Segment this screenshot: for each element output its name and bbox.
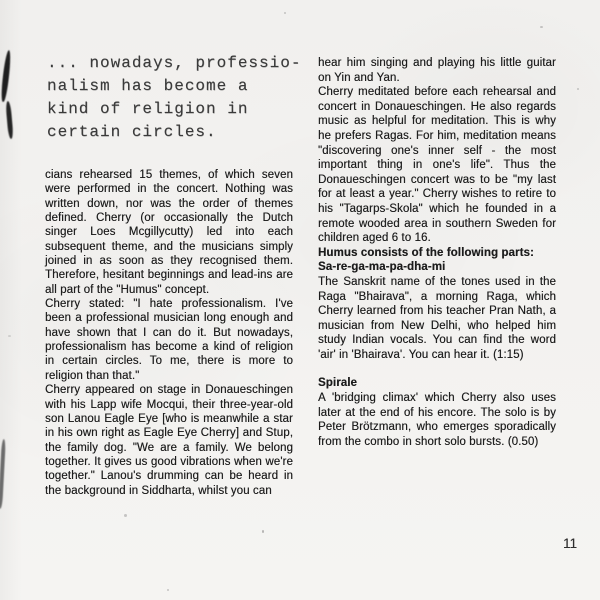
scan-speck (167, 589, 169, 591)
pull-quote-line: nalism has become a (47, 77, 249, 95)
part-title-sa-re-ga: Sa-re-ga-ma-pa-dha-mi (318, 261, 446, 274)
left-paragraph-2: Cherry stated: "I hate professionalism. I've been a professional musician long enough and have shown that I can do it. But nowadays, professionalism has become a kind of religion in certain circles. To me, there is more to religion than that." (45, 298, 293, 382)
scan-speck (8, 335, 11, 337)
pull-quote-line: certain circles. (47, 123, 217, 141)
scan-speck (577, 88, 579, 90)
part-description-sa-re-ga: The Sanskrit name of the tones used in the Raga "Bhairava", a morning Raga, which Cherry learned from his teacher Pran Nath, a musician from New Delhi, who helped him study Indian vocals. You can find the word 'air' in 'Bhairava'. You can hear it. (1:15) (318, 275, 556, 361)
left-paragraph-1: cians rehearsed 15 themes, of which seven were performed in the concert. Nothing was written down, nor was the order of themes defined. Cherry (or occasionally the Dutch singer Loes Mcgillycutty) led into each subsequent theme, and the musicians simply joined in as soon as they recognised them. Therefore, hesitant beginnings and lead-ins are all part of the "Humus" concept. (45, 169, 293, 296)
section-heading: Humus consists of the following parts: (318, 246, 534, 259)
page-number: 11 (563, 536, 578, 551)
right-paragraph-2: Cherry meditated before each rehearsal and concert in Donaueschingen. He also regards music as helpful for meditation. This is why he prefers Ragas. For him, meditation means "discovering one's inner self - the most important thing in one's life". Thus the Donaueschingen concert was to be "my last for at least a year." Cherry wishes to retire to his "Tagarps-Skola" which he founded in a remote wooded area in southern Sweden for children aged 6 to 16. (318, 86, 556, 245)
scan-speck (284, 12, 286, 14)
right-paragraph-1: hear him singing and playing his little guitar on Yin and Yan. (318, 57, 556, 84)
part-description-spirale: A 'bridging climax' which Cherry also uses later at the end of his encore. The solo is by Peter Brötzmann, who emerges sporadically from the combo in short solo bursts. (0.50) (318, 392, 556, 448)
left-column (45, 168, 293, 498)
pull-quote-line: kind of religion in (47, 100, 249, 118)
binding-staple-mark-top (0, 50, 12, 102)
pull-quote (47, 52, 327, 144)
binding-staple-mark-top-lower (5, 101, 13, 139)
part-title-spirale: Spirale (318, 377, 358, 390)
scan-speck (124, 514, 127, 517)
right-column (318, 56, 556, 449)
binding-staple-mark-bottom (0, 439, 6, 509)
scan-speck (540, 26, 543, 28)
left-paragraph-3: Cherry appeared on stage in Donaueschingen with his Lapp wife Mocqui, their three-year-old son Lanou Eagle Eye [who is meanwhile a star in his own right as Eagle Eye Cherry] and Stup, the family dog. "We are a family. We belong together. It gives us good vibrations when we're together." Lanou's drumming can be heard in the background in Siddharta, whilst you can (45, 384, 293, 497)
scan-speck (262, 530, 264, 533)
pull-quote-line: ... nowadays, professio- (47, 54, 302, 72)
